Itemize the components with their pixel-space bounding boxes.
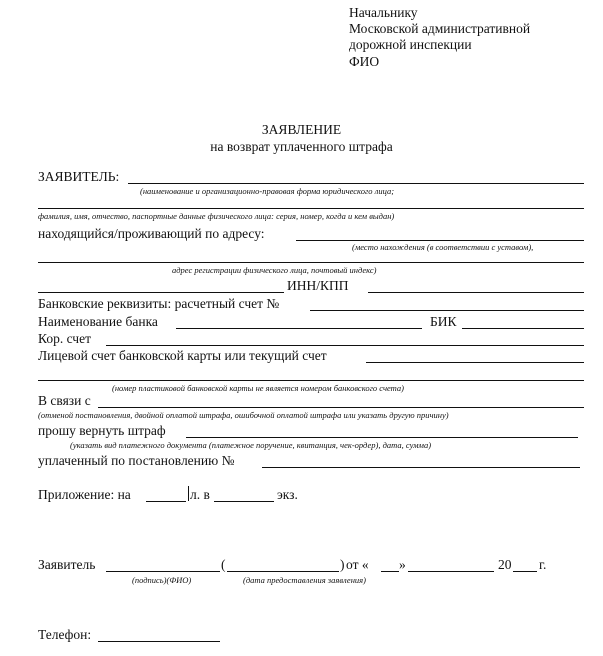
paid-by-line[interactable] [262,467,580,468]
hint-registration: адрес регистрации физического лица, почтовый индекс) [172,265,377,275]
due-to-label: В связи с [38,393,91,408]
text-cursor [188,486,189,501]
inn-line-left[interactable] [38,292,284,293]
applicant-label: ЗАЯВИТЕЛЬ: [38,169,120,184]
address-label: находящийся/проживающий по адресу: [38,226,265,241]
inn-label: ИНН/КПП [287,278,349,293]
address-line-2[interactable] [38,262,584,263]
hint-org-name: (наименование и организационно-правовая форма юридического лица; [140,186,395,196]
date-day-line[interactable] [381,571,399,572]
phone-line[interactable] [98,641,220,642]
card-account-line[interactable] [366,362,584,363]
hint-location: (место нахождения (в соответствии с уставом), [352,242,534,252]
year-suffix: г. [539,557,547,572]
attachment-suffix: экз. [277,487,298,502]
signature-paren-open: ( [221,557,226,572]
date-month-line[interactable] [408,571,494,572]
hint-sign: (подпись)(ФИО) [132,575,192,585]
paid-by-label: уплаченный по постановлению № [38,453,235,468]
bank-name-line[interactable] [176,328,422,329]
applicant-name-line[interactable] [128,183,584,184]
addressee-line-2: Московской административной [349,21,531,36]
card-account-label: Лицевой счет банковской карты или текущий счет [38,348,327,363]
date-quote-close: » [399,557,406,572]
card-account-line-2[interactable] [38,380,584,381]
addressee-line-4: ФИО [349,54,380,69]
signature-paren-close: ) [340,557,345,572]
inn-line-right[interactable] [368,292,584,293]
signature-label: Заявитель [38,557,96,572]
attachment-pages-line[interactable] [146,501,186,502]
attachment-middle: л. в [190,487,210,502]
hint-card: (номер пластиковой банковской карты не является номером банковского счета) [112,383,404,393]
address-line[interactable] [296,240,584,241]
year-prefix: 20 [498,557,512,572]
addressee-line-1: Начальнику [349,5,418,20]
attachment-prefix: Приложение: на [38,487,131,502]
corr-account-line[interactable] [106,345,584,346]
bik-label: БИК [430,314,457,329]
due-to-line[interactable] [98,407,584,408]
phone-label: Телефон: [38,627,92,642]
date-year-line[interactable] [513,571,537,572]
refund-line[interactable] [186,437,578,438]
document-subtitle: на возврат уплаченного штрафа [210,139,393,154]
bank-details-label: Банковские реквизиты: расчетный счет № [38,296,280,311]
date-from-label: от « [346,557,369,572]
bank-name-label: Наименование банка [38,314,158,329]
signature-line[interactable] [106,571,220,572]
bank-account-line[interactable] [310,310,584,311]
hint-person-details: фамилия, имя, отчество, паспортные данные физического лица: серия, номер, когда и кем выдан) [38,211,395,221]
hint-date: (дата предоставления заявления) [243,575,366,585]
bik-line[interactable] [462,328,584,329]
hint-reason: (отменой постановления, двойной оплатой штрафа, ошибочной оплатой штрафа или указать другую причину) [38,410,449,420]
hint-payment-doc: (указать вид платежного документа (платежное поручение, квитанция, чек-ордер), дата, сумма) [70,440,432,450]
refund-label: прошу вернуть штраф [38,423,166,438]
addressee-line-3: дорожной инспекции [349,37,472,52]
document-title: ЗАЯВЛЕНИЕ [261,122,342,137]
corr-account-label: Кор. счет [38,331,91,346]
signature-name-line[interactable] [227,571,339,572]
attachment-copies-line[interactable] [214,501,274,502]
applicant-details-line[interactable] [38,208,584,209]
